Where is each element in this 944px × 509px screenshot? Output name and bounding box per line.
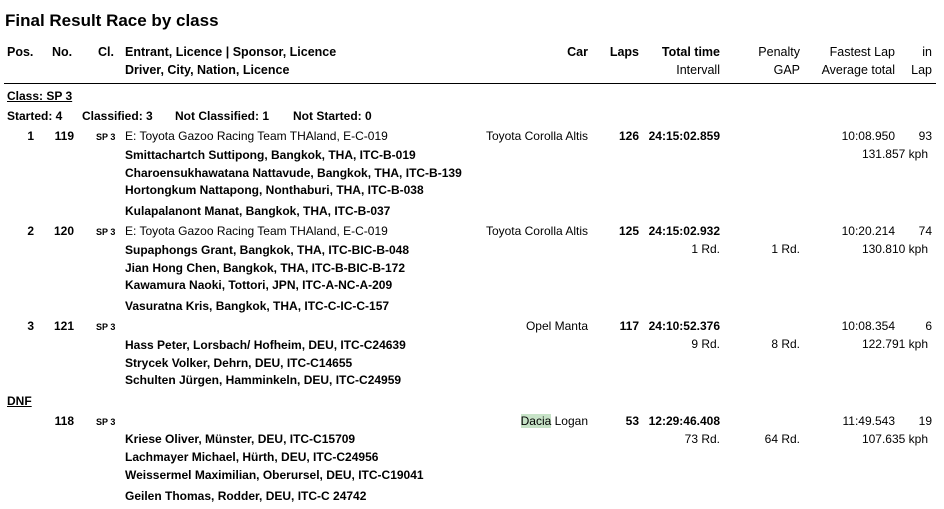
header-class: Cl. [98,45,114,59]
header-gap: GAP [773,63,800,77]
fastest-lap: 11:49.543 [842,414,895,428]
dnf-label: DNF [7,394,32,408]
driver: Weissermel Maximilian, Oberursel, DEU, ITC-C19041 [125,468,424,482]
driver: Hortongkum Nattapong, Nonthaburi, THA, ITC-B-038 [125,183,424,197]
header-car: Car [567,45,588,59]
car-number: 119 [54,129,74,143]
fastest-lap-number: 6 [925,319,932,333]
started-count: Started: 4 [7,109,63,123]
class-code: SP 3 [96,227,116,237]
position: 2 [27,224,34,238]
car-model-rest: Logan [551,414,588,428]
entrant: E: Toyota Gazoo Racing Team THAland, E-C-019 [125,224,388,238]
driver: Supaphongs Grant, Bangkok, THA, ITC-BIC-B-048 [125,243,410,257]
driver: Vasuratna Kris, Bangkok, THA, ITC-C-IC-C-157 [125,299,390,313]
header-average-total: Average total [821,63,895,77]
interval: 73 Rd. [684,432,720,446]
driver: Smittachartch Suttipong, Bangkok, THA, ITC-B-019 [125,148,416,162]
car-model: Toyota Corolla Altis [485,129,588,143]
not-started-count: Not Started: 0 [293,109,372,123]
driver: Charoensukhawatana Nattavude, Bangkok, THA, ITC-B-139 [125,166,462,180]
average-speed: 107.635 kph [861,432,928,446]
classified-count: Classified: 3 [82,109,153,123]
total-time: 24:15:02.932 [648,224,720,238]
total-time: 24:10:52.376 [648,319,720,333]
header-fastest-lap: Fastest Lap [829,45,895,59]
average-speed: 122.791 kph [861,337,928,351]
car-make-highlight: Dacia [520,414,552,428]
laps: 53 [625,414,639,428]
class-label: Class: SP 3 [7,89,73,103]
class-code: SP 3 [96,132,116,142]
car-model: Toyota Corolla Altis [485,224,588,238]
not-classified-count: Not Classified: 1 [175,109,270,123]
gap: 64 Rd. [764,432,800,446]
interval: 1 Rd. [691,242,720,256]
car-number: 118 [54,414,74,428]
total-time: 12:29:46.408 [648,414,720,428]
header-laps: Laps [609,45,639,59]
header-divider [4,83,936,84]
car-number: 120 [53,224,74,238]
car-model [521,414,588,429]
header-no: No. [52,45,73,59]
driver: Kulapalanont Manat, Bangkok, THA, ITC-B-037 [125,204,391,218]
fastest-lap: 10:08.354 [841,319,895,333]
driver: Hass Peter, Lorsbach/ Hofheim, DEU, ITC-C24639 [125,338,406,352]
page-title: Final Result Race by class [5,11,219,30]
class-code: SP 3 [96,322,116,332]
class-code: SP 3 [96,417,116,427]
position: 1 [27,129,34,143]
header-in: in [922,45,932,59]
header-lap: Lap [911,63,932,77]
total-time: 24:15:02.859 [648,129,720,143]
fastest-lap-number: 19 [918,414,932,428]
gap: 1 Rd. [771,242,800,256]
header-total-time: Total time [661,45,720,59]
average-speed: 130.810 kph [861,242,928,256]
fastest-lap: 10:20.214 [841,224,895,238]
driver: Kriese Oliver, Münster, DEU, ITC-C15709 [125,432,356,446]
header-driver: Driver, City, Nation, Licence [125,63,290,77]
driver: Schulten Jürgen, Hamminkeln, DEU, ITC-C24959 [125,373,402,387]
entrant: E: Toyota Gazoo Racing Team THAland, E-C-019 [125,129,388,143]
car-number: 121 [53,319,74,333]
fastest-lap: 10:08.950 [841,129,895,143]
header-penalty: Penalty [758,45,800,59]
fastest-lap-number: 74 [918,224,932,238]
position: 3 [27,319,34,333]
driver: Strycek Volker, Dehrn, DEU, ITC-C14655 [125,356,353,370]
header-pos: Pos. [7,45,34,59]
laps: 126 [618,129,639,143]
driver: Lachmayer Michael, Hürth, DEU, ITC-C24956 [125,450,379,464]
fastest-lap-number: 93 [918,129,932,143]
interval: 9 Rd. [691,337,720,351]
laps: 125 [618,224,639,238]
car-model: Opel Manta [525,319,588,333]
driver: Geilen Thomas, Rodder, DEU, ITC-C 24742 [125,489,367,503]
laps: 117 [619,319,639,333]
driver: Kawamura Naoki, Tottori, JPN, ITC-A-NC-A-209 [125,278,393,292]
average-speed: 131.857 kph [861,147,928,161]
gap: 8 Rd. [771,337,800,351]
header-interval: Intervall [676,63,720,77]
driver: Jian Hong Chen, Bangkok, THA, ITC-B-BIC-B-172 [125,261,406,275]
header-entrant: Entrant, Licence | Sponsor, Licence [125,45,337,59]
